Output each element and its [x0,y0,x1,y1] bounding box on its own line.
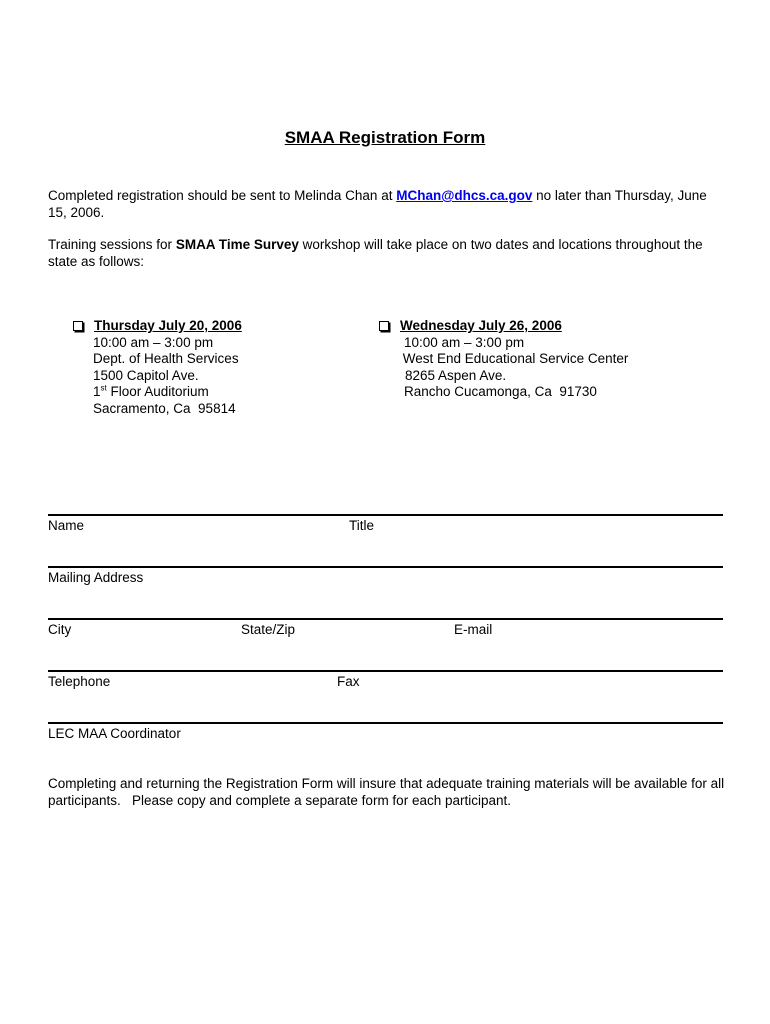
session-1-room: 1st Floor Auditorium [93,383,209,400]
page-title: SMAA Registration Form [284,128,486,147]
session-2-time: 10:00 am – 3:00 pm [404,334,525,350]
session-1-city: Sacramento, Ca 95814 [93,400,236,416]
title-label: Title [349,518,375,533]
mailing-address-rule [48,566,723,568]
email-label: E-mail [454,622,493,637]
training-paragraph [48,236,728,270]
session-1-checkbox[interactable] [73,321,83,331]
coordinator-label: LEC MAA Coordinator [48,726,181,741]
footer-note: Completing and returning the Registration Form will insure that adequate training materials will be available for all participants. Please copy and complete a separate form for each participant. [48,776,728,808]
session-1-street: 1500 Capitol Ave. [93,367,199,383]
session-2-date: Wednesday July 26, 2006 [400,318,562,333]
session-1-time: 10:00 am – 3:00 pm [93,334,214,350]
intro-text-before: Completed registration should be sent to Melinda Chan at [48,188,397,203]
fax-label: Fax [337,674,360,689]
training-text-after: workshop will take place on two dates and locations throughout the state as follows: [48,237,703,269]
session-option-1 [93,318,242,418]
intro-text-after: no later than Thursday, June 15, 2006. [48,188,707,220]
session-2-city: Rancho Cucamonga, Ca 91730 [404,384,597,400]
telephone-label: Telephone [48,674,111,689]
name-title-rule [48,514,723,516]
contact-email-link[interactable]: MChan@dhcs.ca.gov [396,188,533,203]
session-2-street: 8265 Aspen Ave. [405,367,507,383]
workshop-name: SMAA Time Survey [175,237,299,252]
mailing-address-label: Mailing Address [48,570,144,585]
session-2-place: West End Educational Service Center [399,351,629,367]
city-state-email-rule [48,618,723,620]
telephone-fax-rule [48,670,723,672]
training-text-before: Training sessions for [48,237,176,252]
session-1-place: Dept. of Health Services [93,351,239,367]
session-1-date: Thursday July 20, 2006 [94,318,242,333]
session-option-2 [399,318,628,401]
coordinator-rule [48,722,723,724]
name-label: Name [48,518,85,533]
city-label: City [48,622,72,637]
intro-paragraph [48,187,728,221]
state-zip-label: State/Zip [241,622,296,637]
session-2-checkbox[interactable] [379,321,389,331]
